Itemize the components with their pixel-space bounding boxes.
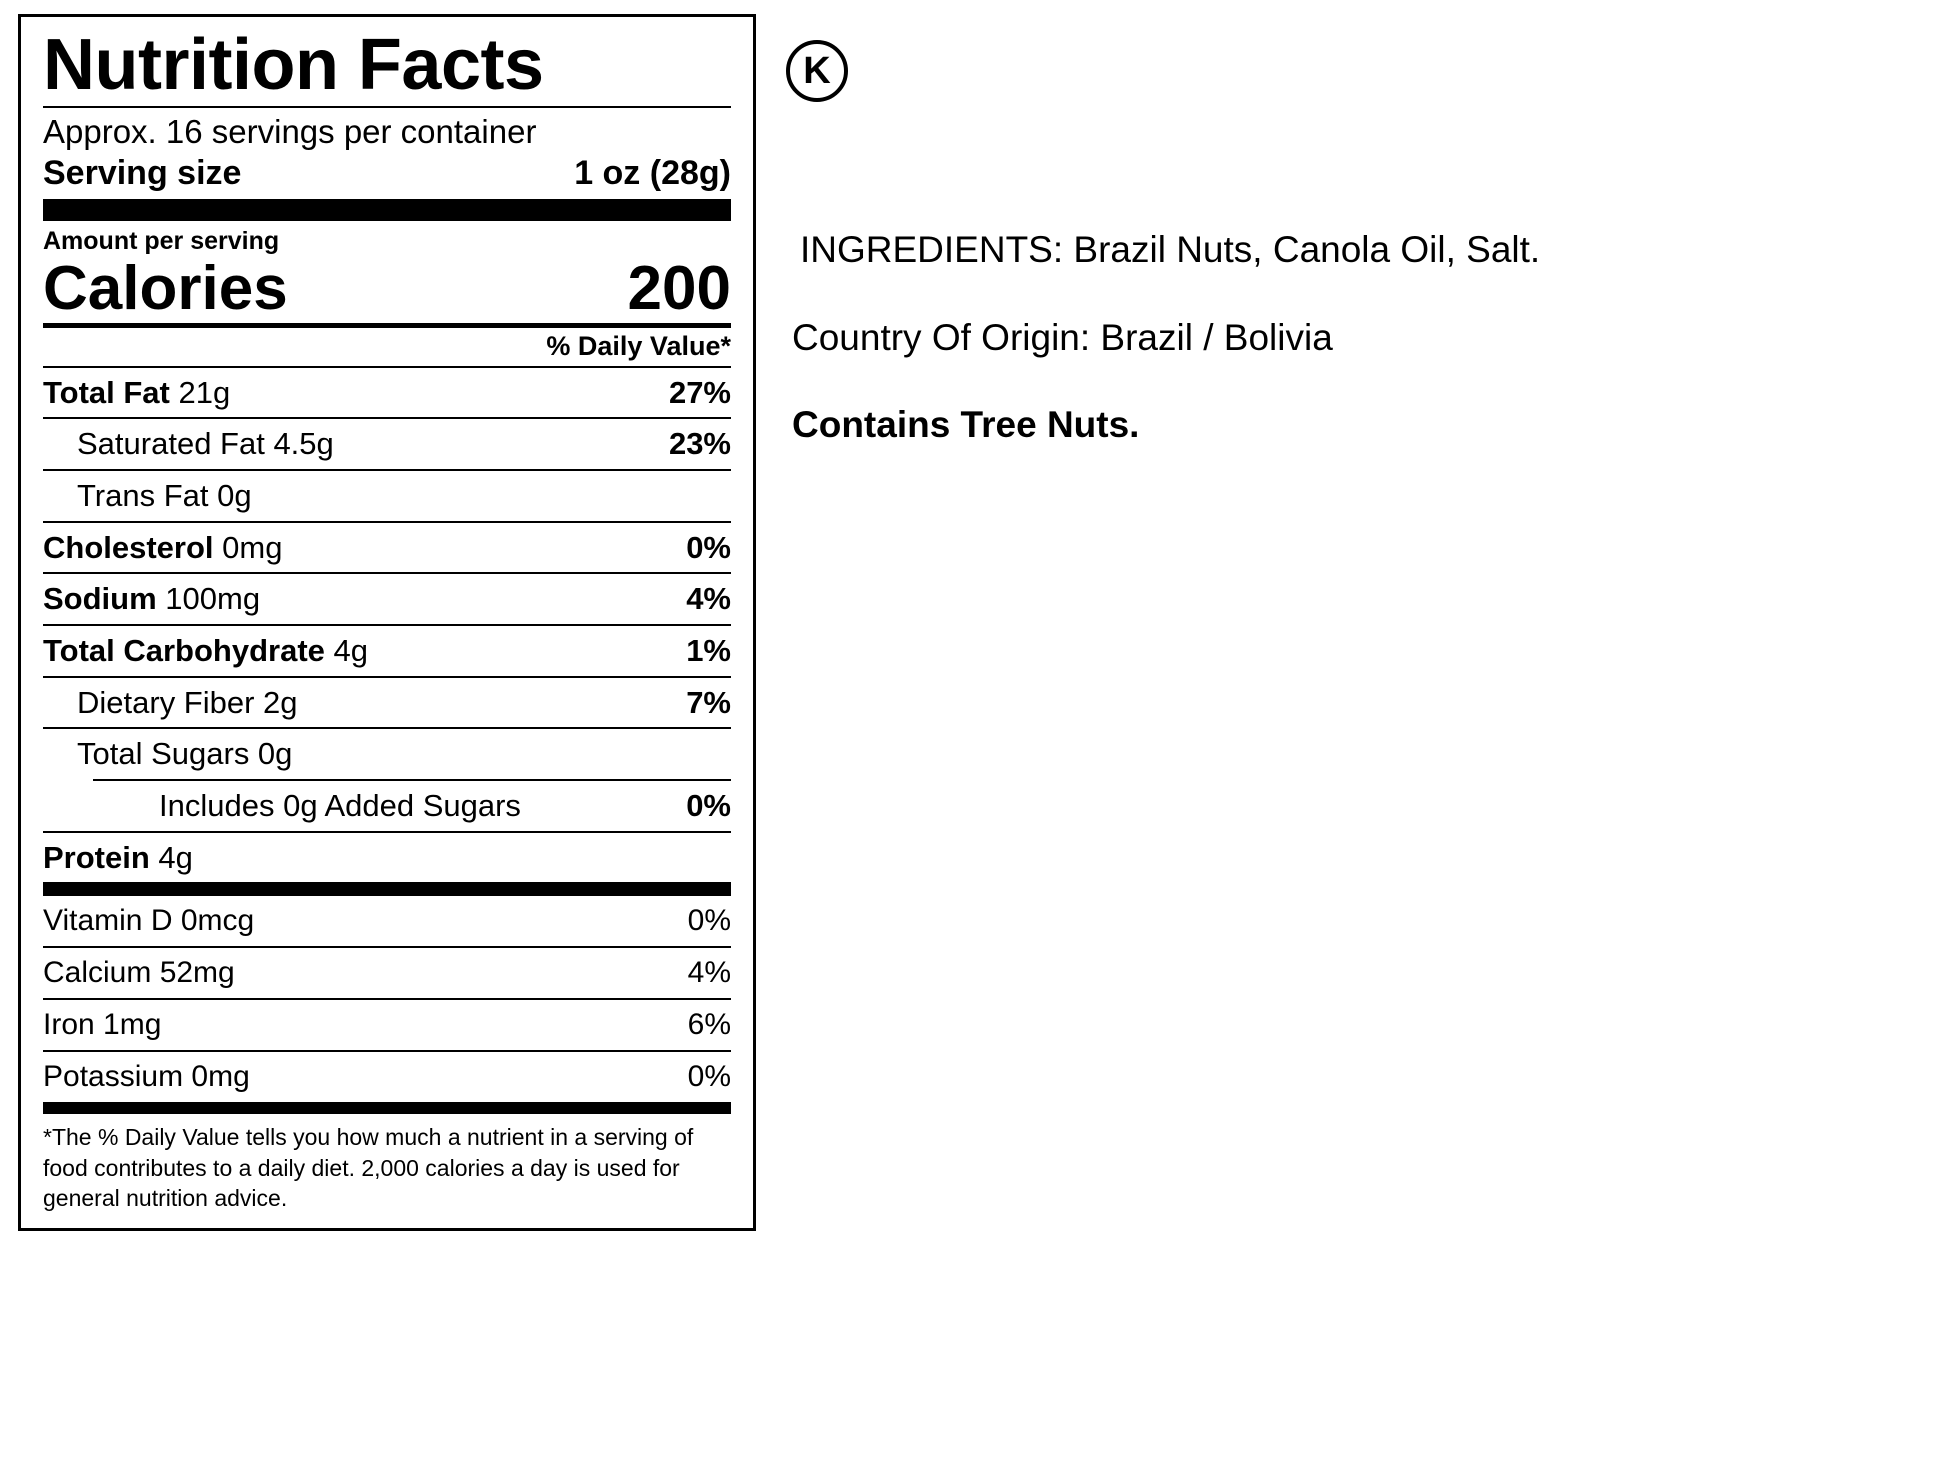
nutrient-name-bold: Total Carbohydrate [43,632,325,668]
micronutrient-row [43,1052,731,1102]
kosher-symbol-letter: K [803,50,831,92]
product-info-panel [778,40,1908,453]
nutrient-name-rest: 100mg [156,581,261,617]
calories-value: 200 [627,253,731,323]
allergen-statement: Contains Tree Nuts. [792,404,1140,445]
micronutrient-daily-value: 0% [687,904,731,938]
nutrient-row [43,833,731,883]
nutrient-name-bold: Cholesterol [43,529,214,565]
nutrient-daily-value: 1% [686,632,731,668]
nutrient-name-bold: Protein [43,839,150,875]
nutrient-row [43,419,731,469]
micronutrient-row [43,896,731,946]
nutrient-daily-value: 23% [668,426,731,462]
nutrient-name-bold: Sodium [43,581,157,617]
country-of-origin-text: Country Of Origin: Brazil / Bolivia [792,316,1333,358]
nutrient-name-rest: Includes 0g Added Sugars [159,787,521,823]
nutrient-name-rest: Saturated Fat 4.5g [77,426,334,462]
nutrient-name-rest: Total Sugars 0g [77,736,293,772]
nutrient-name-rest: Trans Fat 0g [77,478,252,514]
micronutrient-name: Iron 1mg [43,1008,162,1042]
nutrient-name-rest: 21g [169,374,231,410]
nutrient-row [43,729,731,779]
micronutrient-name: Potassium 0mg [43,1060,250,1094]
divider-thick-top [43,199,731,221]
micronutrient-name: Vitamin D 0mcg [43,904,255,938]
amount-per-serving-label: Amount per serving [43,226,280,255]
daily-value-header: % Daily Value* [546,330,731,361]
nutrient-row [43,574,731,624]
micronutrient-row [43,1000,731,1050]
nutrient-daily-value: 0% [686,787,731,823]
serving-size-row [43,153,731,199]
nutrient-daily-value: 4% [686,581,731,617]
nutrient-row [43,523,731,573]
nutrition-facts-title: Nutrition Facts [43,25,544,105]
micronutrient-row [43,948,731,998]
calories-label: Calories [43,253,288,323]
nutrient-name-rest: 0mg [213,529,283,565]
nutrient-daily-value: 7% [686,684,731,720]
nutrient-name-rest: 4g [324,632,369,668]
servings-per-container: Approx. 16 servings per container [43,113,537,151]
micronutrient-daily-value: 0% [687,1060,731,1094]
divider-thick-middle [43,882,731,896]
micronutrient-daily-value: 6% [687,1008,731,1042]
nutrient-name-rest: 4g [149,839,193,875]
nutrient-row [43,471,731,521]
micronutrient-daily-value: 4% [687,956,731,990]
nutrient-daily-value: 0% [686,529,731,565]
kosher-certification-icon [786,40,848,102]
nutrient-row [43,626,731,676]
serving-size-label: Serving size [43,153,242,192]
nutrient-row [93,779,731,831]
divider-thick-bottom [43,1102,731,1114]
nutrient-name-bold: Total Fat [43,374,170,410]
calories-row [43,253,731,323]
nutrient-row [43,368,731,418]
nutrition-facts-panel [18,14,756,1231]
nutrient-daily-value: 27% [668,374,731,410]
nutrient-row [43,678,731,728]
daily-value-footnote: *The % Daily Value tells you how much a nutrient in a serving of food contributes to a daily diet. 2,000 calories a day is used for general nutrition advice. [43,1124,694,1212]
ingredients-text: INGREDIENTS: Brazil Nuts, Canola Oil, Salt. [800,229,1541,270]
nutrient-name-rest: Dietary Fiber 2g [77,684,298,720]
serving-size-value: 1 oz (28g) [574,153,731,192]
micronutrient-name: Calcium 52mg [43,956,235,990]
